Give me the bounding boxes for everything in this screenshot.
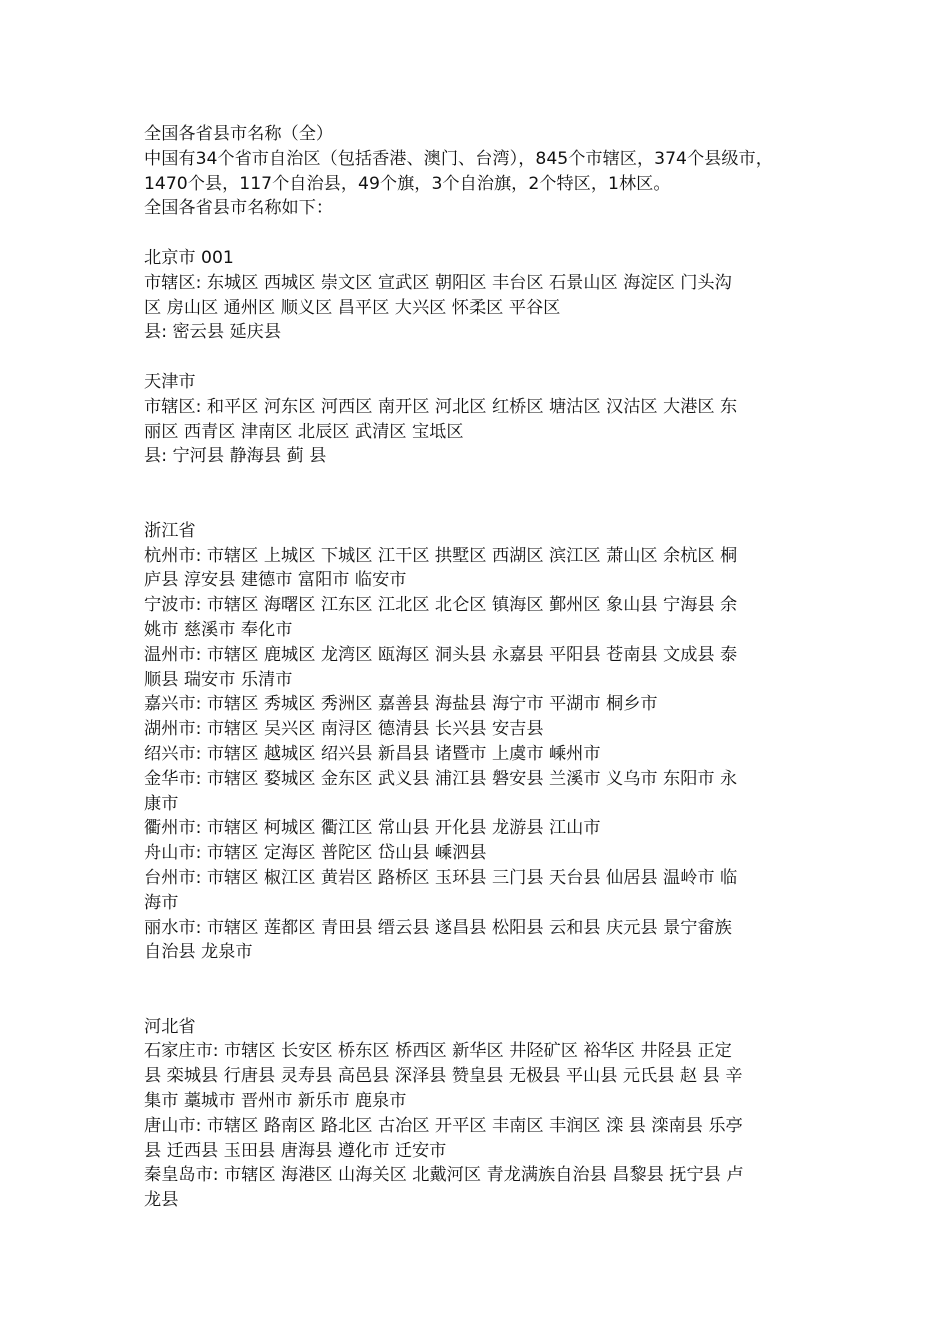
zhejiang-line: 绍兴市: 市辖区 越城区 绍兴县 新昌县 诸暨市 上虞市 嵊州市 [144, 743, 601, 764]
zhejiang-heading: 浙江省 [144, 520, 196, 541]
document-page [144, 122, 816, 1213]
zhejiang-line: 舟山市: 市辖区 定海区 普陀区 岱山县 嵊泗县 [144, 843, 487, 864]
spacer [144, 221, 816, 246]
hebei-line: 县 栾城县 行唐县 灵寿县 高邑县 深泽县 赞皇县 无极县 平山县 元氏县 赵 县 辛 [144, 1066, 743, 1087]
zhejiang-line: 嘉兴市: 市辖区 秀城区 秀洲区 嘉善县 海盐县 海宁市 平湖市 桐乡市 [144, 694, 658, 715]
zhejiang-line: 庐县 淳安县 建德市 富阳市 临安市 [144, 570, 407, 591]
zhejiang-line: 台州市: 市辖区 椒江区 黄岩区 路桥区 玉环县 三门县 天台县 仙居县 温岭市 临 [144, 867, 738, 888]
zhejiang-line: 衢州市: 市辖区 柯城区 衢江区 常山县 开化县 龙游县 江山市 [144, 818, 601, 839]
zhejiang-line: 湖州市: 市辖区 吴兴区 南浔区 德清县 长兴县 安吉县 [144, 719, 544, 740]
hebei-line: 县 迁西县 玉田县 唐海县 遵化市 迁安市 [144, 1140, 447, 1161]
list-heading: 全国各省县市名称如下： [144, 198, 334, 219]
summary-line-1: 中国有34个省市自治区（包括香港、澳门、台湾），845个市辖区，374个县级市， [144, 148, 773, 169]
spacer [144, 345, 816, 370]
zhejiang-line: 金华市: 市辖区 婺城区 金东区 武义县 浦江县 磐安县 兰溪市 义乌市 东阳市 永 [144, 768, 738, 789]
zhejiang-line: 杭州市: 市辖区 上城区 下城区 江干区 拱墅区 西湖区 滨江区 萧山区 余杭区 桐 [144, 545, 738, 566]
summary-line-2: 1470个县，117个自治县，49个旗，3个自治旗，2个特区，1林区。 [144, 173, 671, 194]
tianjin-heading: 天津市 [144, 371, 196, 392]
document-title: 全国各省县市名称（全） [144, 124, 334, 144]
beijing-counties: 县: 密云县 延庆县 [144, 322, 282, 343]
zhejiang-line: 姚市 慈溪市 奉化市 [144, 619, 293, 640]
zhejiang-line: 自治县 龙泉市 [144, 942, 253, 963]
hebei-line: 龙县 [144, 1190, 179, 1211]
hebei-line: 秦皇岛市: 市辖区 海港区 山海关区 北戴河区 青龙满族自治县 昌黎县 抚宁县 卢 [144, 1165, 744, 1186]
zhejiang-line: 顺县 瑞安市 乐清市 [144, 669, 293, 690]
tianjin-counties: 县: 宁河县 静海县 蓟 县 [144, 446, 327, 467]
spacer [144, 469, 816, 519]
tianjin-districts-line-2: 丽区 西青区 津南区 北辰区 武清区 宝坻区 [144, 421, 464, 442]
spacer [144, 965, 816, 1015]
hebei-heading: 河北省 [144, 1016, 196, 1037]
zhejiang-line: 丽水市: 市辖区 莲都区 青田县 缙云县 遂昌县 松阳县 云和县 庆元县 景宁畲族 [144, 917, 732, 938]
zhejiang-line: 海市 [144, 892, 179, 913]
zhejiang-line: 康市 [144, 793, 179, 814]
hebei-line: 唐山市: 市辖区 路南区 路北区 古冶区 开平区 丰南区 丰润区 滦 县 滦南县 乐亭 [144, 1115, 743, 1136]
zhejiang-line: 宁波市: 市辖区 海曙区 江东区 江北区 北仑区 镇海区 鄞州区 象山县 宁海县 余 [144, 595, 738, 616]
zhejiang-line: 温州市: 市辖区 鹿城区 龙湾区 瓯海区 洞头县 永嘉县 平阳县 苍南县 文成县 泰 [144, 644, 738, 665]
hebei-line: 石家庄市: 市辖区 长安区 桥东区 桥西区 新华区 井陉矿区 裕华区 井陉县 正定 [144, 1041, 732, 1062]
hebei-line: 集市 藁城市 晋州市 新乐市 鹿泉市 [144, 1091, 407, 1112]
beijing-districts-line-2: 区 房山区 通州区 顺义区 昌平区 大兴区 怀柔区 平谷区 [144, 297, 561, 318]
beijing-districts-line-1: 市辖区: 东城区 西城区 崇文区 宣武区 朝阳区 丰台区 石景山区 海淀区 门头沟 [144, 272, 732, 293]
beijing-heading: 北京市 001 [144, 247, 234, 268]
tianjin-districts-line-1: 市辖区: 和平区 河东区 河西区 南开区 河北区 红桥区 塘沽区 汉沽区 大港区 东 [144, 396, 738, 417]
